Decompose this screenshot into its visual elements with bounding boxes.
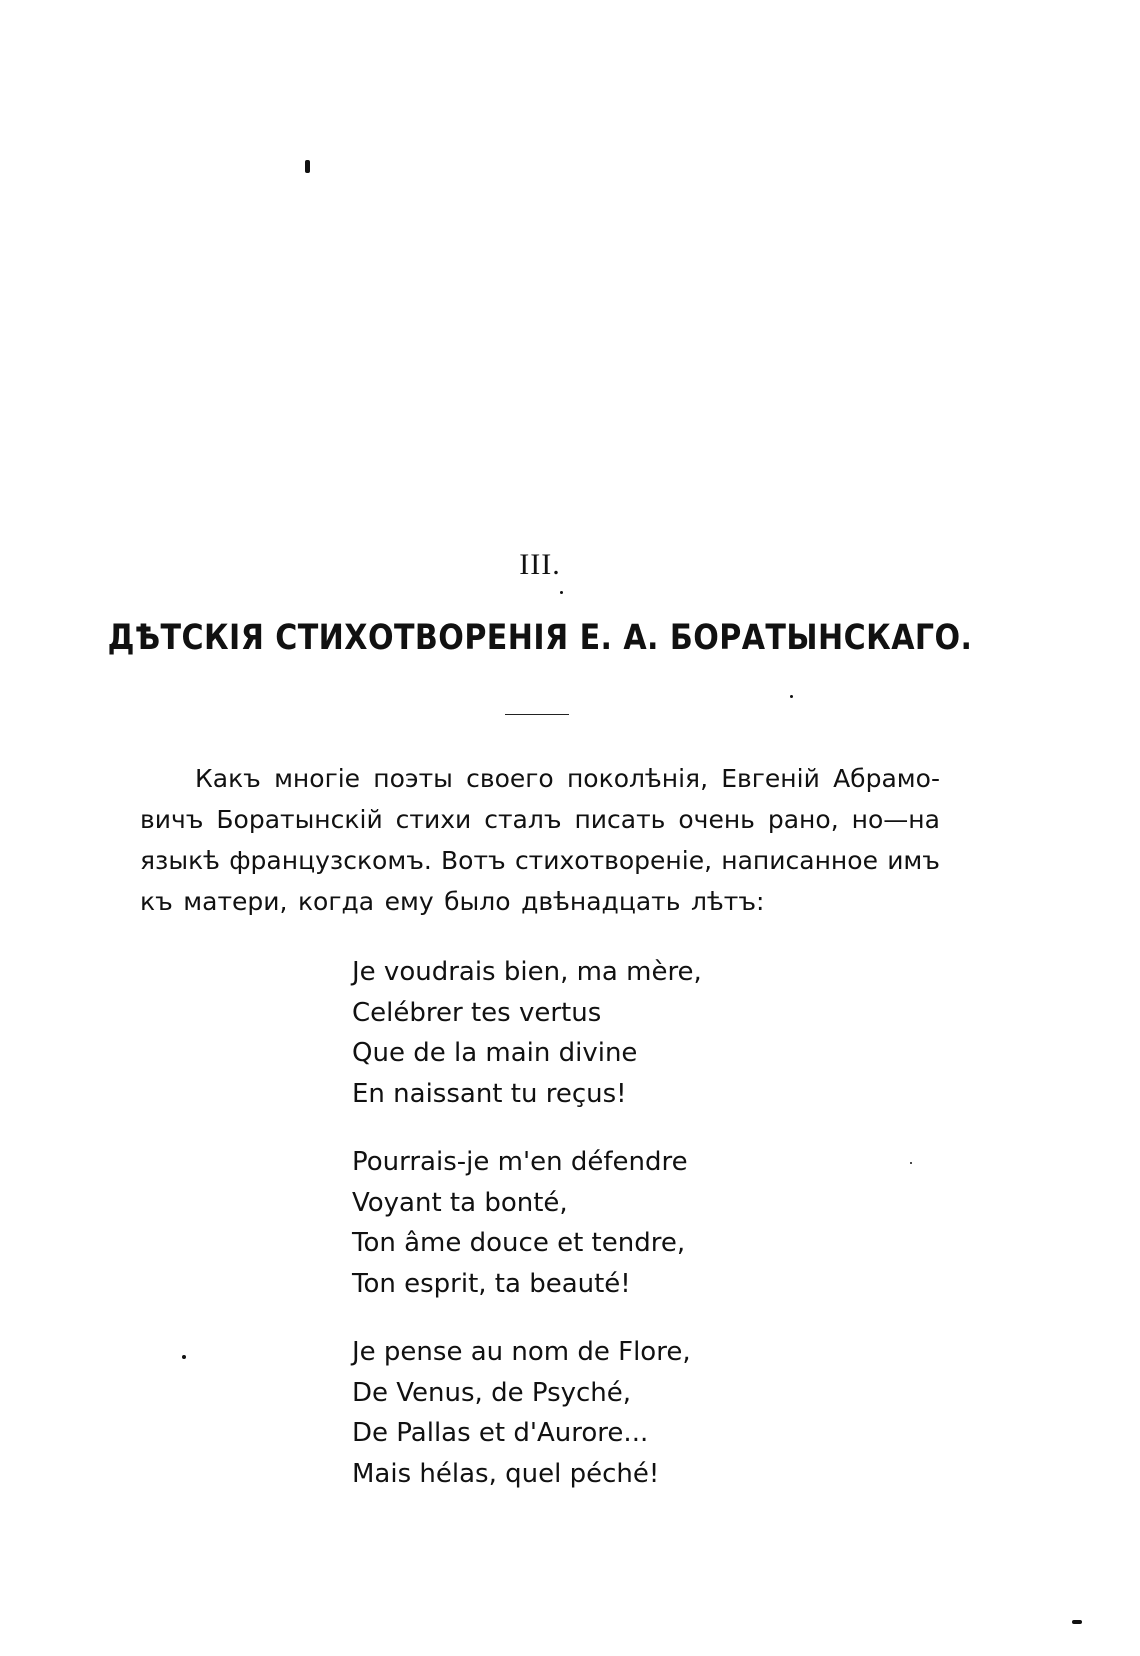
paragraph-word: матери,: [183, 887, 288, 916]
print-speck: [305, 160, 310, 173]
poem-verse: Je pense au nom de Flore,: [352, 1337, 691, 1367]
poem-verse: De Venus, de Psyché,: [352, 1377, 632, 1408]
paragraph-word: но—на: [851, 805, 940, 834]
paragraph-word: французскомъ.: [229, 846, 432, 875]
paragraph-word: многіе: [274, 764, 361, 793]
poem-verse: De Pallas et d'Aurore...: [352, 1418, 649, 1448]
paragraph-word: сталъ: [484, 805, 562, 834]
poem-verse: Celébrer tes vertus: [352, 997, 602, 1028]
poem-verse: En naissant tu reçus!: [352, 1078, 627, 1109]
paragraph-word: стихотвореніе,: [514, 846, 713, 875]
poem-verse: Que de la main divine: [352, 1038, 638, 1068]
poem-verse: Pourrais-je m'en défendre: [352, 1147, 688, 1177]
poem-verse: Je voudrais bien, ma mère,: [352, 957, 702, 987]
paragraph-word: когда: [297, 887, 375, 916]
chapter-title: ДѢТСКІЯ СТИХОТВОРЕНІЯ Е. А. БОРАТЫНСКАГО.: [107, 618, 973, 658]
paragraph-line: [140, 881, 940, 922]
print-speck: [790, 695, 793, 698]
title-rule: [505, 714, 569, 715]
paragraph-word: лѣтъ:: [690, 887, 765, 916]
paragraph-line: [140, 799, 940, 840]
paragraph-word: имъ: [887, 846, 940, 875]
poem: [352, 952, 702, 1522]
paragraph-word: Вотъ: [441, 846, 506, 875]
paragraph-word: ему: [384, 887, 434, 916]
paragraph-word: вичъ: [140, 805, 204, 834]
poem-verse: Mais hélas, quel péché!: [352, 1458, 660, 1489]
print-speck: [1072, 1620, 1082, 1624]
paragraph-word: двѣнадцать: [521, 887, 681, 916]
paragraph-word: къ: [140, 887, 173, 916]
poem-verse: Ton esprit, ta beauté!: [352, 1268, 631, 1299]
poem-verse: Voyant ta bonté,: [352, 1187, 568, 1218]
paragraph-word: писать: [574, 805, 666, 834]
intro-paragraph: [140, 758, 940, 922]
paragraph-word: рано,: [767, 805, 839, 834]
poem-verse: Ton âme douce et tendre,: [352, 1228, 686, 1258]
poem-stanza: [352, 1332, 702, 1494]
paragraph-word: языкѣ: [140, 846, 220, 875]
paragraph-word: стихи: [395, 805, 472, 834]
paragraph-word: Абрамо-: [833, 764, 940, 793]
paragraph-word: было: [444, 887, 511, 916]
paragraph-word: поколѣнія,: [566, 764, 709, 793]
print-speck: [560, 591, 563, 594]
poem-stanza: [352, 1142, 702, 1304]
print-speck: [910, 1162, 912, 1164]
paragraph-word: поэты: [373, 764, 453, 793]
paragraph-line: [140, 840, 940, 881]
paragraph-word: своего: [466, 764, 554, 793]
poem-stanza: [352, 952, 702, 1114]
paragraph-word: Какъ: [195, 764, 261, 793]
paragraph-line: [140, 758, 940, 799]
paragraph-word: Боратынскій: [216, 805, 383, 834]
paragraph-word: написанное: [721, 846, 878, 875]
print-speck: [182, 1355, 186, 1359]
paragraph-word: очень: [678, 805, 755, 834]
chapter-number: III.: [519, 548, 561, 581]
paragraph-word: Евгеній: [721, 764, 820, 793]
